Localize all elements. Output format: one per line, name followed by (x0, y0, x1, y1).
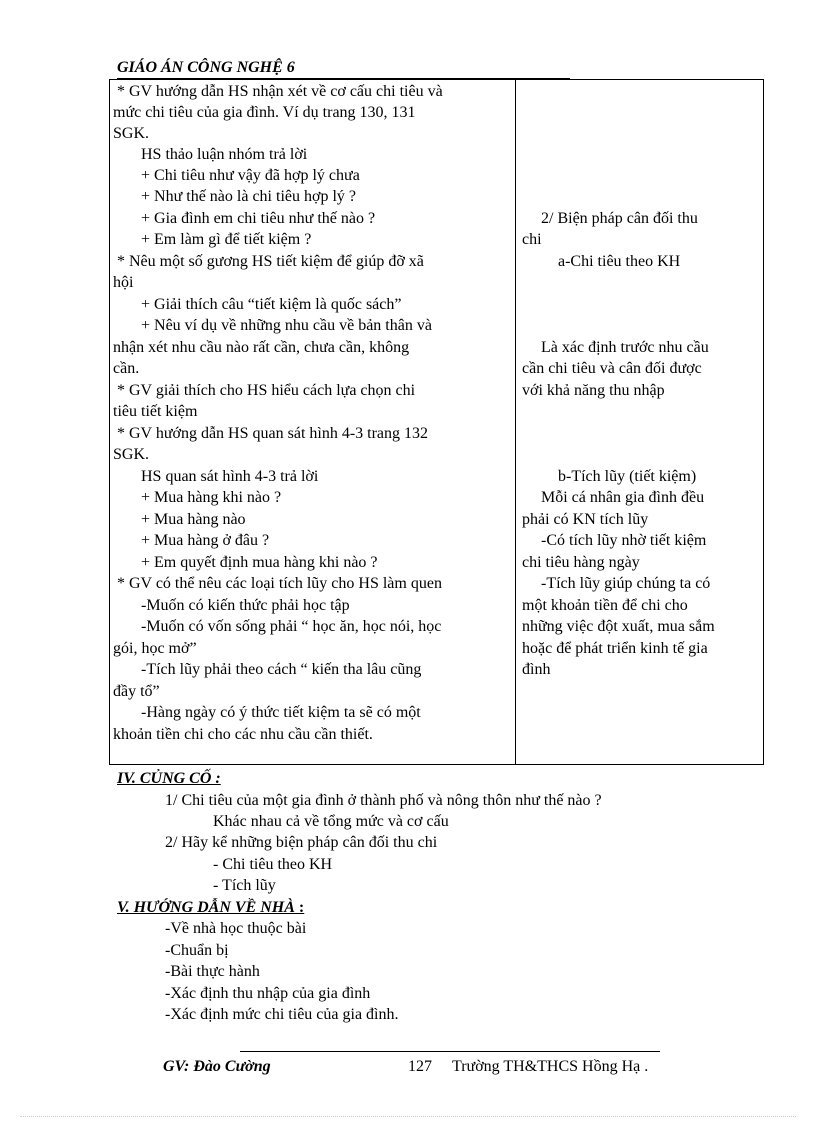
left-line: -Hàng ngày có ý thức tiết kiệm ta sẽ có một (141, 704, 421, 721)
left-line: mức chi tiêu của gia đình. Ví dụ trang 130, 131 (113, 104, 416, 121)
left-line: -Muốn có vốn sống phải “ học ăn, học nói, học (141, 618, 442, 635)
section-5-title (117, 897, 304, 918)
section-5-title-text: V. HƯỚNG DẪN VỀ NHÀ (117, 899, 295, 916)
right-line: -Tích lũy giúp chúng ta có (541, 575, 711, 592)
left-line: hội (113, 274, 134, 291)
right-line: Là xác định trước nhu cầu (541, 339, 709, 356)
left-line: đầy tổ” (113, 683, 160, 700)
right-line: một khoản tiền để chi cho (522, 597, 688, 614)
left-line: + Gia đình em chi tiêu như thế nào ? (141, 210, 376, 227)
left-line: gói, học mở” (113, 640, 197, 657)
left-line: tiêu tiết kiệm (113, 403, 198, 420)
footer-rule (240, 1051, 660, 1052)
left-line: * GV hướng dẫn HS nhận xét về cơ cấu chi tiêu và (117, 83, 443, 100)
left-line: nhận xét nhu cầu nào rất cần, chưa cần, không (113, 339, 410, 356)
right-line: cần chi tiêu và cân đối được (522, 360, 702, 377)
footer-school: Trường TH&THCS Hồng Hạ . (452, 1058, 649, 1075)
section-5-line: -Xác định thu nhập của gia đình (165, 985, 371, 1002)
section-4-line: - Chi tiêu theo KH (213, 856, 333, 873)
section-5-line: -Về nhà học thuộc bài (165, 920, 307, 937)
left-line: * GV có thể nêu các loại tích lũy cho HS làm quen (117, 575, 442, 592)
section-5-line: -Chuẩn bị (165, 942, 229, 959)
right-line: b-Tích lũy (tiết kiệm) (558, 468, 697, 485)
left-line: + Nêu ví dụ về những nhu cầu về bản thân và (141, 317, 432, 334)
right-line: chi (522, 231, 542, 248)
right-line: 2/ Biện pháp cân đối thu (541, 210, 698, 227)
section-5-line: -Xác định mức chi tiêu của gia đình. (165, 1006, 399, 1023)
right-line: Mỗi cá nhân gia đình đều (541, 489, 705, 506)
left-line: HS quan sát hình 4-3 trả lời (141, 468, 319, 485)
section-5-colon: : (298, 899, 305, 916)
left-line: + Mua hàng khi nào ? (141, 489, 282, 506)
right-line: với khả năng thu nhập (522, 382, 665, 399)
right-line: -Có tích lũy nhờ tiết kiệm (541, 532, 707, 549)
left-line: -Muốn có kiến thức phải học tập (141, 597, 350, 614)
column-divider (515, 80, 516, 764)
right-line: hoặc để phát triển kinh tế gia (522, 640, 708, 657)
page-header-title: GIÁO ÁN CÔNG NGHỆ 6 (117, 58, 570, 79)
left-line: khoản tiền chi cho các nhu cầu cần thiết. (113, 726, 373, 743)
right-line: phải có KN tích lũy (522, 511, 649, 528)
left-line: + Mua hàng ở đâu ? (141, 532, 270, 549)
left-line: + Chi tiêu như vậy đã hợp lý chưa (141, 167, 360, 184)
left-line: * Nêu một số gương HS tiết kiệm để giúp đỡ xã (117, 253, 424, 270)
left-line: SGK. (113, 446, 150, 463)
footer-page-number: 127 (408, 1058, 432, 1075)
left-line: cần. (113, 360, 140, 377)
right-line: chi tiêu hàng ngày (522, 554, 640, 571)
right-line: a-Chi tiêu theo KH (558, 253, 681, 270)
page-bottom-border (20, 1116, 796, 1117)
left-line: + Em làm gì để tiết kiệm ? (141, 231, 312, 248)
lesson-table (109, 79, 764, 765)
left-line: + Giải thích câu “tiết kiệm là quốc sách” (141, 296, 402, 313)
left-line: SGK. (113, 125, 150, 142)
left-line: -Tích lũy phải theo cách “ kiến tha lâu cũng (141, 661, 422, 678)
section-4-line: - Tích lũy (213, 877, 276, 894)
right-line: đình (522, 661, 551, 678)
left-line: + Mua hàng nào (141, 511, 246, 528)
section-4-title: IV. CỦNG CỐ : (117, 770, 221, 787)
left-line: HS thảo luận nhóm trả lời (141, 146, 308, 163)
section-4-line: 2/ Hãy kể những biện pháp cân đối thu chi (165, 834, 438, 851)
left-line: * GV giải thích cho HS hiểu cách lựa chọn chi (117, 382, 416, 399)
section-5-line: -Bài thực hành (165, 963, 260, 980)
section-4-line: 1/ Chi tiêu của một gia đình ở thành phố và nông thôn như thế nào ? (165, 792, 602, 809)
left-line: * GV hướng dẫn HS quan sát hình 4-3 trang 132 (117, 425, 429, 442)
left-line: + Em quyết định mua hàng khi nào ? (141, 554, 378, 571)
section-4-line: Khác nhau cả về tổng mức và cơ cấu (213, 813, 449, 830)
left-line: + Như thế nào là chi tiêu hợp lý ? (141, 188, 356, 205)
right-line: những việc đột xuất, mua sắm (522, 618, 715, 635)
footer-teacher: GV: Đào Cường (163, 1058, 271, 1075)
